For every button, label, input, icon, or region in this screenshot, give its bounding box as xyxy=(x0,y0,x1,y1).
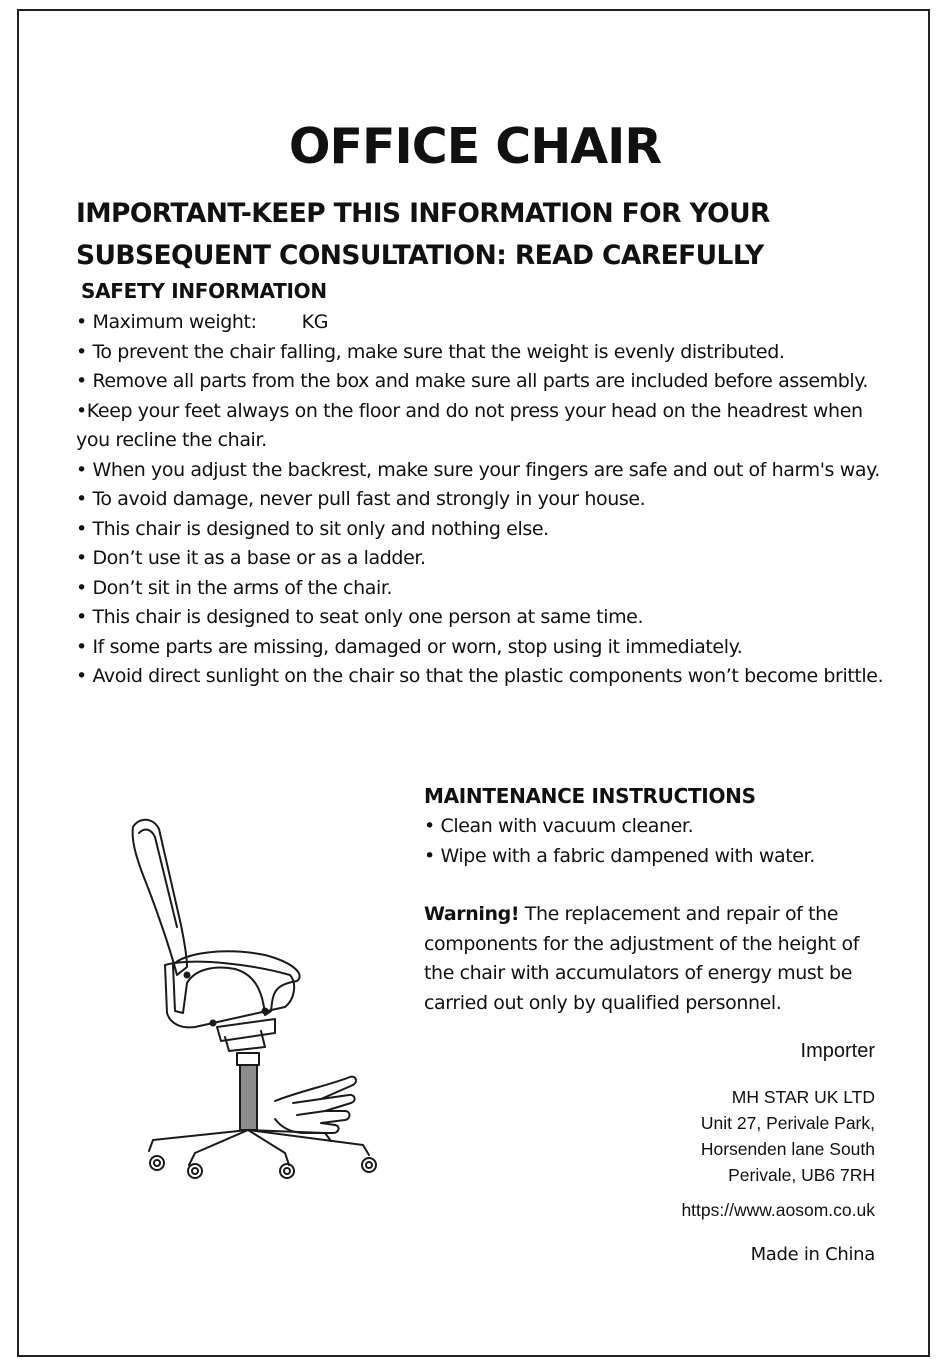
country-of-origin: Made in China xyxy=(750,1244,875,1265)
warning-label: Warning! xyxy=(424,903,520,925)
company-name: MH STAR UK LTD xyxy=(731,1087,875,1107)
address-line: Perivale, UB6 7RH xyxy=(728,1165,875,1185)
safety-item: • This chair is designed to seat only one person at same time. xyxy=(76,606,644,628)
safety-item: • To avoid damage, never pull fast and strongly in your house. xyxy=(76,488,646,510)
document-subtitle: IMPORTANT-KEEP THIS INFORMATION FOR YOUR SUBSEQUENT CONSULTATION: READ CAREFULLY xyxy=(76,198,770,271)
safety-item: • Maximum weight: KG xyxy=(76,311,329,333)
safety-item: • Remove all parts from the box and make sure all parts are included before assembly. xyxy=(76,370,869,392)
safety-item: • Avoid direct sunlight on the chair so that the plastic components won’t become brittle. xyxy=(76,665,884,687)
warning-text: The replacement and repair of the components for the adjustment of the height of the chair with accumulators of energy must be carried out only by qualified personnel. xyxy=(424,903,860,1014)
website-url: https://www.aosom.co.uk xyxy=(681,1200,875,1220)
safety-list xyxy=(76,308,886,692)
office-chair-illustration xyxy=(125,815,405,1180)
maintenance-heading: MAINTENANCE INSTRUCTIONS xyxy=(424,784,756,808)
maintenance-item: • Wipe with a fabric dampened with water. xyxy=(424,844,815,867)
importer-address xyxy=(701,1084,875,1188)
warning-paragraph xyxy=(424,900,894,1018)
safety-item: • To prevent the chair falling, make sure that the weight is evenly distributed. xyxy=(76,340,785,363)
safety-heading: SAFETY INFORMATION xyxy=(81,279,327,303)
safety-item: •Keep your feet always on the floor and do not press your head on the headrest when you recline the chair. xyxy=(76,399,863,451)
maintenance-list xyxy=(424,812,894,871)
address-line: Unit 27, Perivale Park, xyxy=(700,1113,875,1133)
importer-label: Importer xyxy=(800,1040,875,1062)
document-title: OFFICE CHAIR xyxy=(288,118,662,175)
maintenance-item: • Clean with vacuum cleaner. xyxy=(424,815,694,837)
address-line: Horsenden lane South xyxy=(700,1139,875,1159)
safety-item: • If some parts are missing, damaged or worn, stop using it immediately. xyxy=(76,635,743,658)
safety-item: • This chair is designed to sit only and nothing else. xyxy=(76,517,549,540)
safety-item: • When you adjust the backrest, make sure your fingers are safe and out of harm's way. xyxy=(76,458,880,481)
safety-item: • Don’t use it as a base or as a ladder. xyxy=(76,547,426,569)
safety-item: • Don’t sit in the arms of the chair. xyxy=(76,576,393,599)
